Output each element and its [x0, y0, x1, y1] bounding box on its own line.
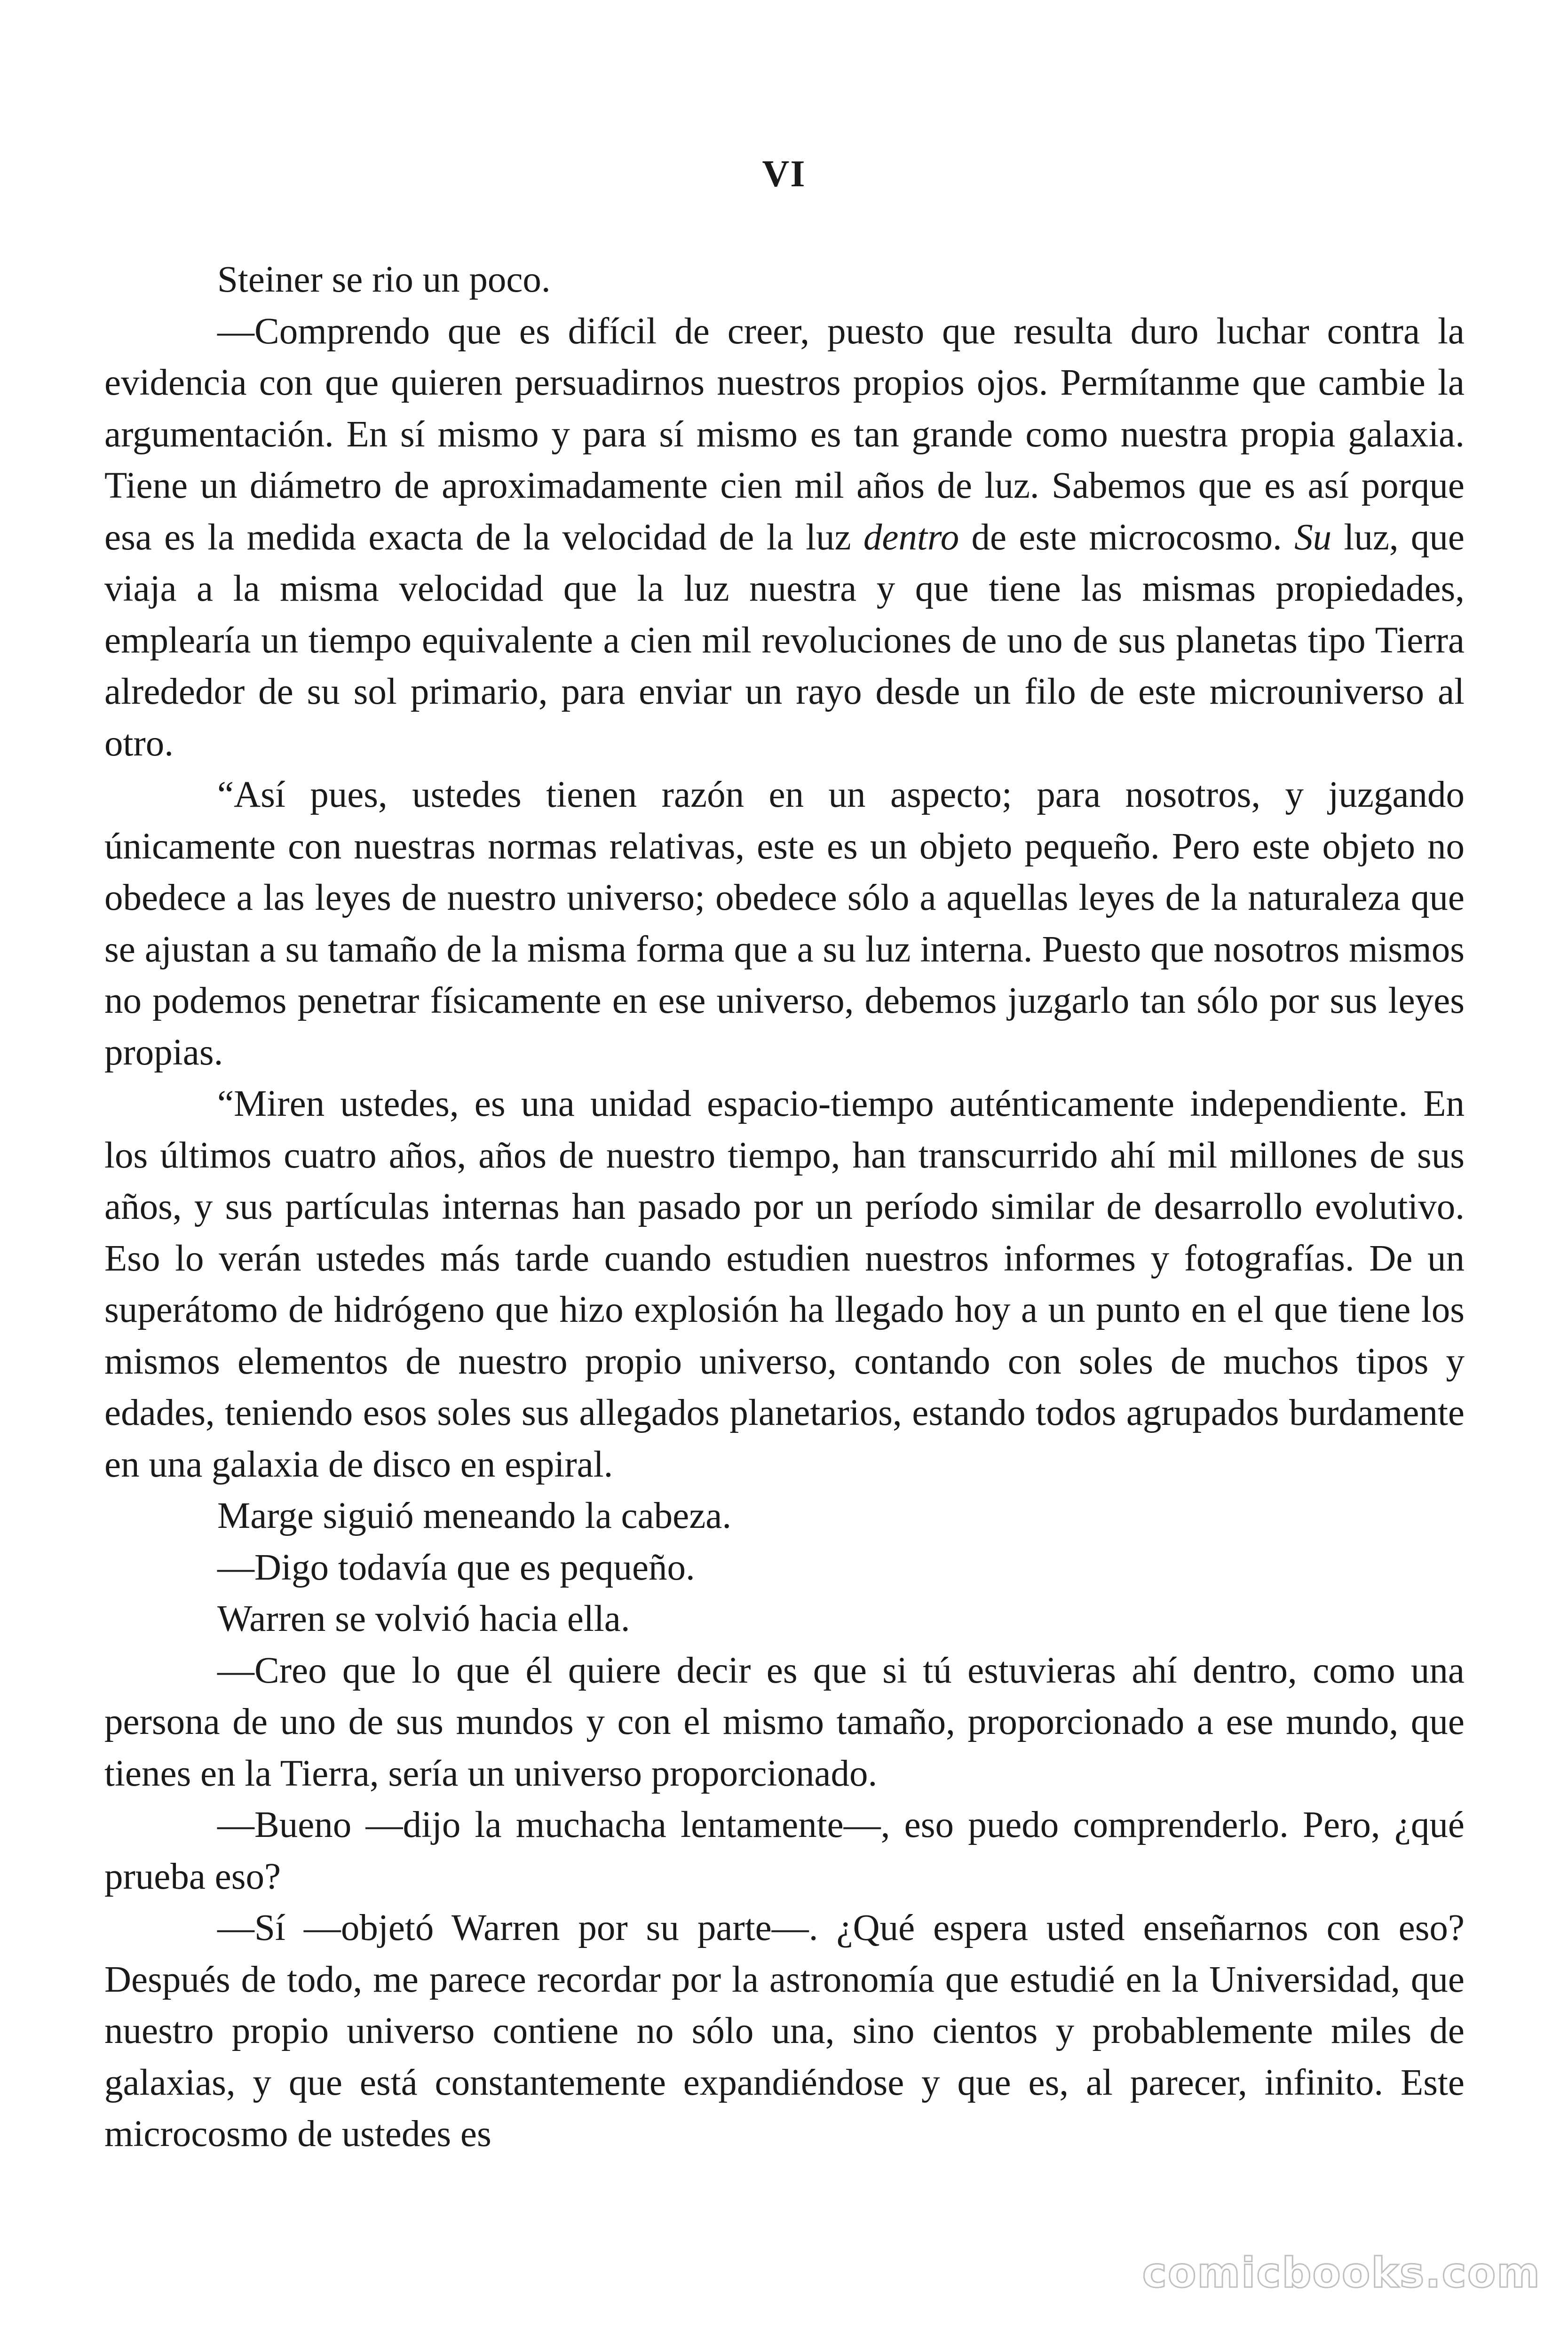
chapter-text	[104, 254, 1465, 2160]
paragraph-2-text-end: luz, que viaja a la misma velocidad que la luz nuestra y que tiene las mismas propiedades, emplearía un tiempo equivalente a cien mil revoluciones de uno de sus planetas tipo Tierra alrededor de su sol primario, para enviar un rayo desde un filo de este microuniverso al otro.	[104, 516, 1465, 764]
watermark-logo: comicbooks.com	[1142, 2249, 1541, 2297]
paragraph-7: Warren se volvió hacia ella.	[217, 1598, 630, 1639]
paragraph-1: Steiner se rio un poco.	[217, 259, 551, 300]
italic-su: Su	[1294, 516, 1332, 558]
paragraph-6: —Digo todavía que es pequeño.	[217, 1547, 695, 1588]
paragraph-10: —Sí —objetó Warren por su parte—. ¿Qué espera usted enseñarnos con eso? Después de todo, me parece recordar por la astronomía que estudié en la Universidad, que nuestro propio universo contiene no sólo una, sino cientos y probablemente miles de galaxias, y que está constantemente expandiéndose y que es, al parecer, infinito. Este microcosmo de ustedes es	[104, 1907, 1465, 2154]
paragraph-5: Marge siguió meneando la cabeza.	[217, 1495, 732, 1536]
paragraph-2-text-mid: de este microcosmo.	[959, 516, 1295, 558]
paragraph-2	[104, 306, 1465, 770]
paragraph-2-text-start: —Comprendo que es difícil de creer, puesto que resulta duro luchar contra la evidencia con que quieren persuadirnos nuestros propios ojos. Permítanme que cambie la argumentación. En sí mismo y para sí mismo es tan grande como nuestra propia galaxia. Tiene un diámetro de aproximadamente cien mil años de luz. Sabemos que es así porque esa es la medida exacta de la velocidad de la luz	[104, 310, 1465, 558]
paragraph-8: —Creo que lo que él quiere decir es que si tú estuvieras ahí dentro, como una persona de uno de sus mundos y con el mismo tamaño, proporcionado a ese mundo, que tienes en la Tierra, sería un universo proporcionado.	[104, 1650, 1465, 1794]
italic-dentro: dentro	[863, 516, 959, 558]
paragraph-4: “Miren ustedes, es una unidad espacio-tiempo auténticamente independiente. En los últimos cuatro años, años de nuestro tiempo, han transcurrido ahí mil millones de sus años, y sus partículas internas han pasado por un período similar de desarrollo evolutivo. Eso lo verán ustedes más tarde cuando estudien nuestros informes y fotografías. De un superátomo de hidrógeno que hizo explosión ha llegado hoy a un punto en el que tiene los mismos elementos de nuestro propio universo, contando con soles de muchos tipos y edades, teniendo esos soles sus allegados planetarios, estando todos agrupados burdamente en una galaxia de disco en espiral.	[104, 1083, 1465, 1485]
paragraph-9: —Bueno —dijo la muchacha lentamente—, eso puedo comprenderlo. Pero, ¿qué prueba eso?	[104, 1804, 1465, 1897]
paragraph-3: “Así pues, ustedes tienen razón en un aspecto; para nosotros, y juzgando únicamente con nuestras normas relativas, este es un objeto pequeño. Pero este objeto no obedece a las leyes de nuestro universo; obedece sólo a aquellas leyes de la naturaleza que se ajustan a su tamaño de la misma forma que a su luz interna. Puesto que nosotros mismos no podemos penetrar físicamente en ese universo, debemos juzgarlo tan sólo por sus leyes propias.	[104, 774, 1465, 1073]
chapter-title: VI	[762, 153, 806, 195]
